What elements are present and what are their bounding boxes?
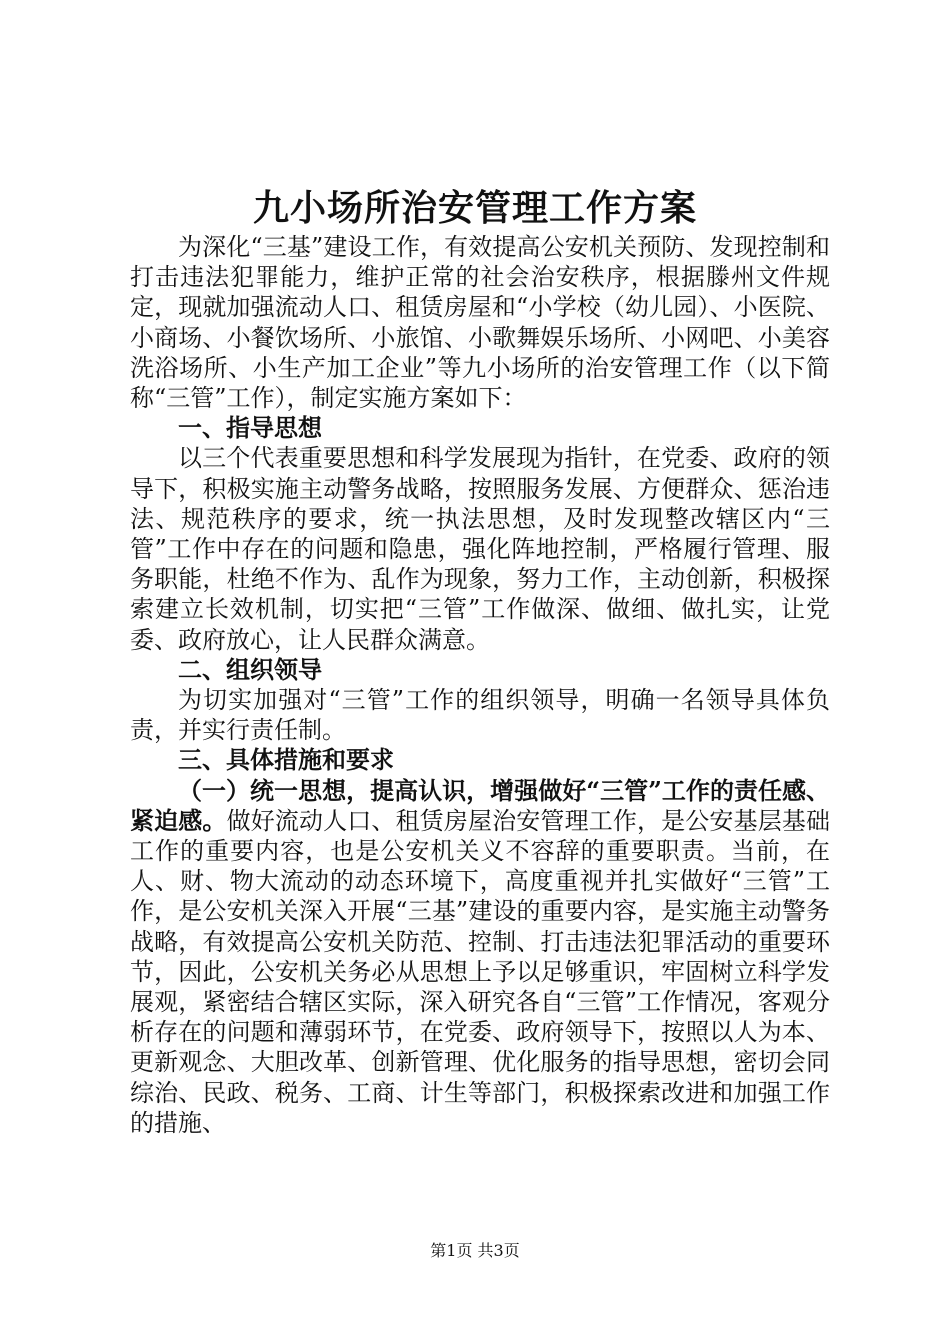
document-title: 九小场所治安管理工作方案: [252, 187, 697, 229]
page-footer: 第1页 共3页: [430, 1241, 520, 1260]
section-heading-organization: 二、组织领导: [178, 654, 322, 684]
section-heading-measures: 三、具体措施和要求: [178, 745, 394, 775]
document-body: [130, 232, 830, 1138]
section-body-organization: 为切实加强对“三管”工作的组织领导，明确一名领导具体负责，并实行责任制。: [130, 686, 830, 745]
section-heading-guiding-ideology: 一、指导思想: [178, 413, 322, 443]
measure-one-lead: （一）统一思想，提高认识，增强做好“三管”工作的责任感、紧迫感。: [130, 775, 830, 835]
measure-one-body: 做好流动人口、租赁房屋治安管理工作，是公安基层基础工作的重要内容，也是公安机关义不容辞的重要职责。当前，在人、财、物大流动的动态环境下，高度重视并扎实做好“三管”工作，是公安机关深入开展“三基”建设的重要内容，是实施主动警务战略，有效提高公安机关防范、控制、打击违法犯罪活动的重要环节，因此，公安机关务必从思想上予以足够重识，牢固树立科学发展观，紧密结合辖区实际，深入研究各自“三管”工作情况，客观分析存在的问题和薄弱环节，在党委、政府领导下，按照以人为本、更新观念、大胆改革、创新管理、优化服务的指导思想，密切会同综治、民政、税务、工商、计生等部门，积极探索改进和加强工作的措施、: [130, 806, 831, 1137]
section-body-guiding-ideology: 以三个代表重要思想和科学发展现为指针，在党委、政府的领导下，积极实施主动警务战略，按照服务发展、方便群众、惩治违法、规范秩序的要求，统一执法思想，及时发现整改辖区内“三管”工作中存在的问题和隐患，强化阵地控制，严格履行管理、服务职能，杜绝不作为、乱作为现象，努力工作，主动创新，积极探索建立长效机制，切实把“三管”工作做深、做细、做扎实，让党委、政府放心，让人民群众满意。: [130, 444, 830, 654]
intro-paragraph: 为深化“三基”建设工作，有效提高公安机关预防、发现控制和打击违法犯罪能力，维护正常的社会治安秩序，根据滕州文件规定，现就加强流动人口、租赁房屋和“小学校（幼儿园）、小医院、小商场、小餐饮场所、小旅馆、小歌舞娱乐场所、小网吧、小美容洗浴场所、小生产加工企业”等九小场所的治安管理工作（以下简称“三管”工作），制定实施方案如下：: [130, 233, 830, 413]
section-body-measures: [130, 776, 830, 1138]
